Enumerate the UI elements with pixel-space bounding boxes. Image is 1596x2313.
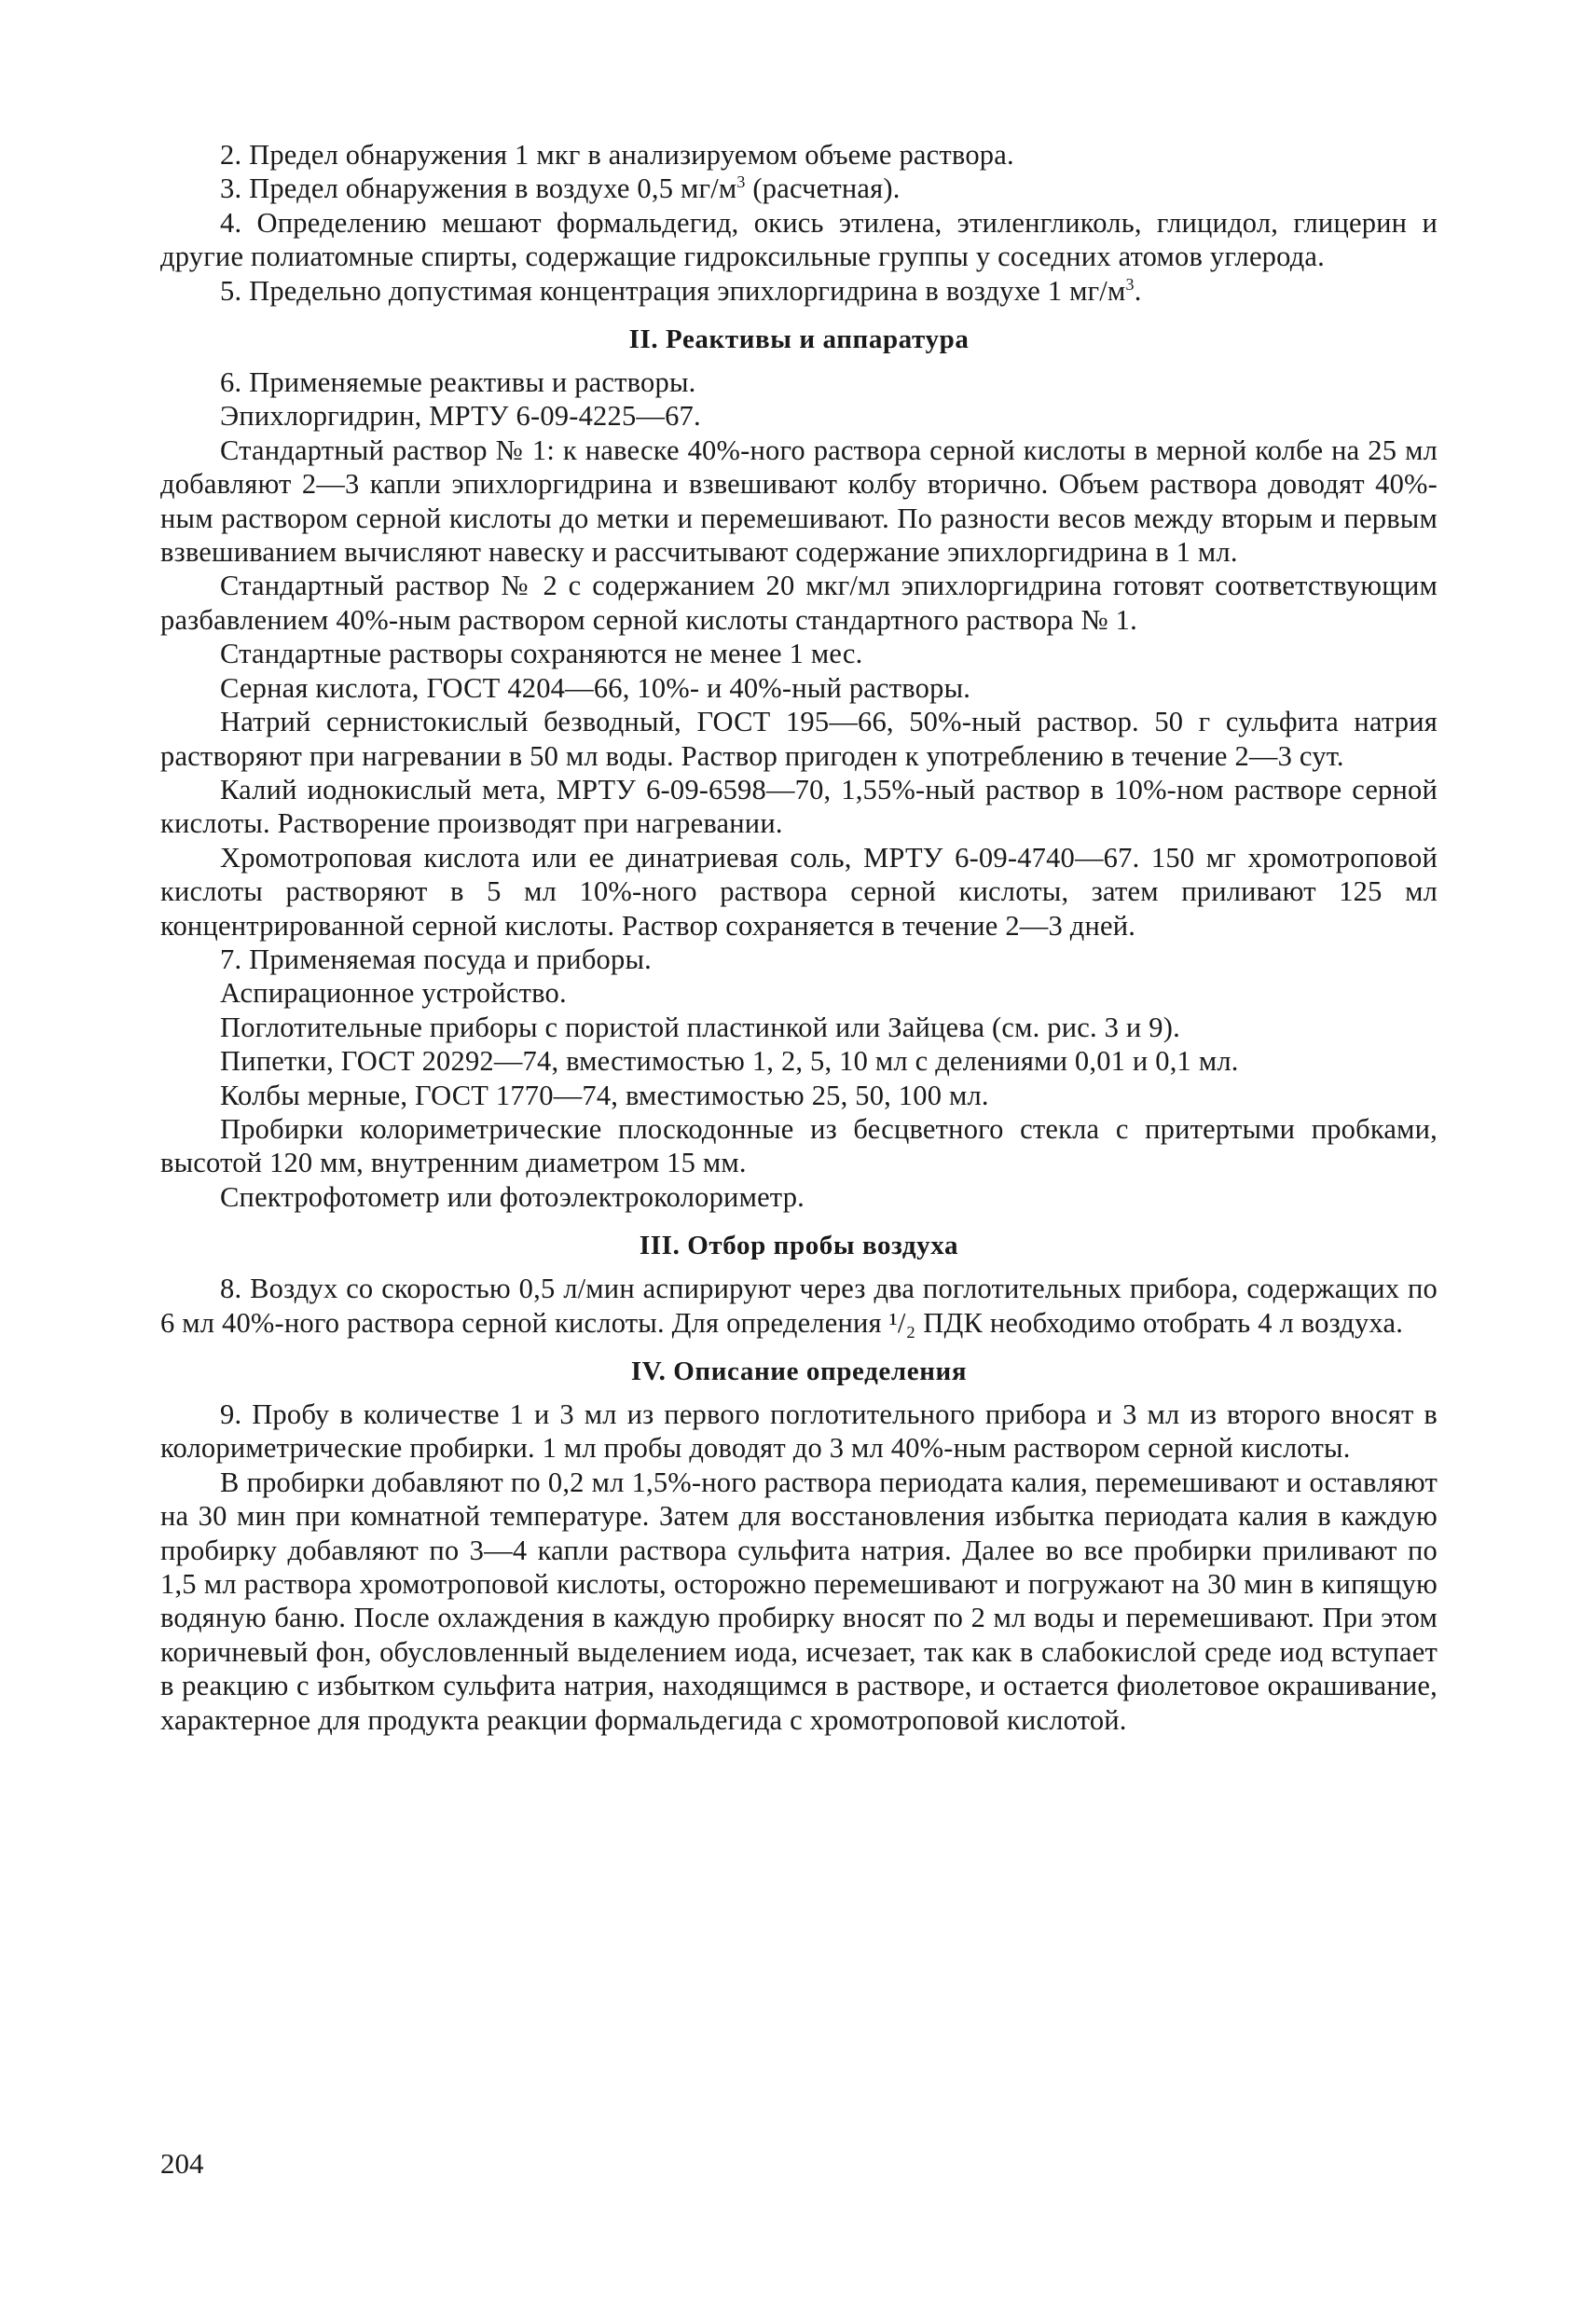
item-5 — [160, 274, 1438, 308]
reagent-epichlorohydrin: Эпихлоргидрин, МРТУ 6-09-4225—67. — [220, 400, 701, 433]
item-4: 4. Определению мешают формальдегид, окись этилена, этиленгликоль, глицидол, глицерин и другие полиатомные спирты, содержащие гидроксильные группы у соседних атомов углерода. — [160, 206, 1438, 273]
equipment-absorbers: Поглотительные приборы с пористой пластинкой или Зайцева (см. рис. 3 и 9). — [220, 1011, 1180, 1043]
section-heading-reagents: II. Реактивы и аппаратура — [628, 324, 970, 355]
item-9: 9. Пробу в количестве 1 и 3 мл из первого поглотительного прибора и 3 мл из второго вносят в колориметрические пробирки. 1 мл пробы доводят до 3 мл 40%-ным раствором серной кислоты. — [160, 1398, 1438, 1465]
equipment-pipettes: Пипетки, ГОСТ 20292—74, вместимостью 1, 2, 5, 10 мл с делениями 0,01 и 0,1 мл. — [220, 1045, 1239, 1078]
item-6: 6. Применяемые реактивы и растворы. — [220, 366, 696, 399]
equipment-flasks: Колбы мерные, ГОСТ 1770—74, вместимостью 25, 50, 100 мл. — [220, 1079, 989, 1111]
item-3-tail: (расчетная). — [745, 172, 901, 205]
item-5-superscript: 3 — [1125, 274, 1135, 294]
standard-solution-1: Стандартный раствор № 1: к навеске 40%-ного раствора серной кислоты в мерной колбе на 25 мл добавляют 2—3 капли эпихлоргидрина и взвешивают колбу вторично. Объем раствора доводят 40%-ным раствором серной кислоты до метки и перемешивают. По разности весов между вторым и первым взвешиванием вычисляют навеску и рассчитывают содержание эпихлоргидрина в 1 мл. — [160, 434, 1438, 569]
item-8-text: 8. Воздух со скоростью 0,5 л/мин аспирируют через два поглотительных прибора, содержащих по 6 мл 40%-ного раствора серной кислоты. Для определения — [160, 1273, 1438, 1339]
standard-solution-2: Стандартный раствор № 2 с содержанием 20 мкг/мл эпихлоргидрина готовят соответствующим разбавлением 40%-ным раствором серной кислоты стандартного раствора № 1. — [160, 570, 1438, 636]
item-3 — [160, 172, 1438, 205]
reagent-chromotropic-acid: Хромотроповая кислота или ее динатриевая соль, МРТУ 6-09-4740—67. 150 мг хромотроповой кислоты растворяют в 5 мл 10%-ного раствора серной кислоты, затем приливают 125 мл концентрированной серной кислоты. Раствор сохраняется в течение 2—3 дней. — [160, 841, 1438, 942]
item-8 — [160, 1272, 1438, 1340]
procedure-paragraph: В пробирки добавляют по 0,2 мл 1,5%-ного раствора периодата калия, перемешивают и оставляют на 30 мин при комнатной температуре. Затем для восстановления избытка периодата калия в каждую пробирку добавляют по 3—4 капли раствора сульфита натрия. Далее во все пробирки приливают по 1,5 мл раствора хромотроповой кислоты, осторожно перемешивают и погружают на 30 мин в кипящую водяную баню. После охлаждения в каждую пробирку вносят по 2 мл воды и перемешивают. При этом коричневый фон, обусловленный выделением иода, исчезает, так как в слабокислой среде иод вступает в реакцию с избытком сульфита натрия, находящимся в растворе, и остается фиолетовое окрашивание, характерное для продукта реакции формальдегида с хромотроповой кислотой. — [160, 1466, 1438, 1736]
reagent-sulfuric-acid: Серная кислота, ГОСТ 4204—66, 10%- и 40%-ный растворы. — [220, 671, 971, 704]
standard-storage: Стандартные растворы сохраняются не менее 1 мес. — [220, 638, 863, 670]
item-7: 7. Применяемая посуда и приборы. — [220, 943, 652, 975]
equipment-spectrophotometer: Спектрофотометр или фотоэлектроколориметр. — [220, 1180, 805, 1213]
item-3-superscript: 3 — [736, 172, 746, 192]
item-5-text: 5. Предельно допустимая концентрация эпихлоргидрина в воздухе 1 мг/м — [220, 274, 1126, 307]
equipment-aspirator: Аспирационное устройство. — [220, 977, 567, 1010]
item-8-fraction: ¹/₂ — [888, 1306, 916, 1339]
reagent-sodium-sulfite: Натрий сернистокислый безводный, ГОСТ 195—66, 50%-ный раствор. 50 г сульфита натрия растворяют при нагревании в 50 мл воды. Раствор пригоден к употреблению в течение 2—3 сут. — [160, 706, 1438, 772]
section-heading-procedure: IV. Описание определения — [630, 1356, 968, 1386]
item-8-tail: ПДК необходимо отобрать 4 л воздуха. — [915, 1306, 1404, 1339]
section-heading-sampling: III. Отбор пробы воздуха — [639, 1231, 959, 1261]
item-2: 2. Предел обнаружения 1 мкг в анализируемом объеме раствора. — [220, 139, 1014, 171]
item-5-tail: . — [1134, 274, 1142, 307]
reagent-potassium-periodate: Калий иоднокислый мета, МРТУ 6-09-6598—70, 1,55%-ный раствор в 10%-ном растворе серной кислоты. Растворение производят при нагревании. — [160, 773, 1438, 840]
page-number: 204 — [160, 2147, 204, 2180]
item-3-text: 3. Предел обнаружения в воздухе 0,5 мг/м — [220, 172, 737, 205]
document-page — [160, 138, 1438, 2282]
equipment-tubes: Пробирки колориметрические плоскодонные из бесцветного стекла с притертыми пробками, высотой 120 мм, внутренним диаметром 15 мм. — [160, 1112, 1438, 1179]
